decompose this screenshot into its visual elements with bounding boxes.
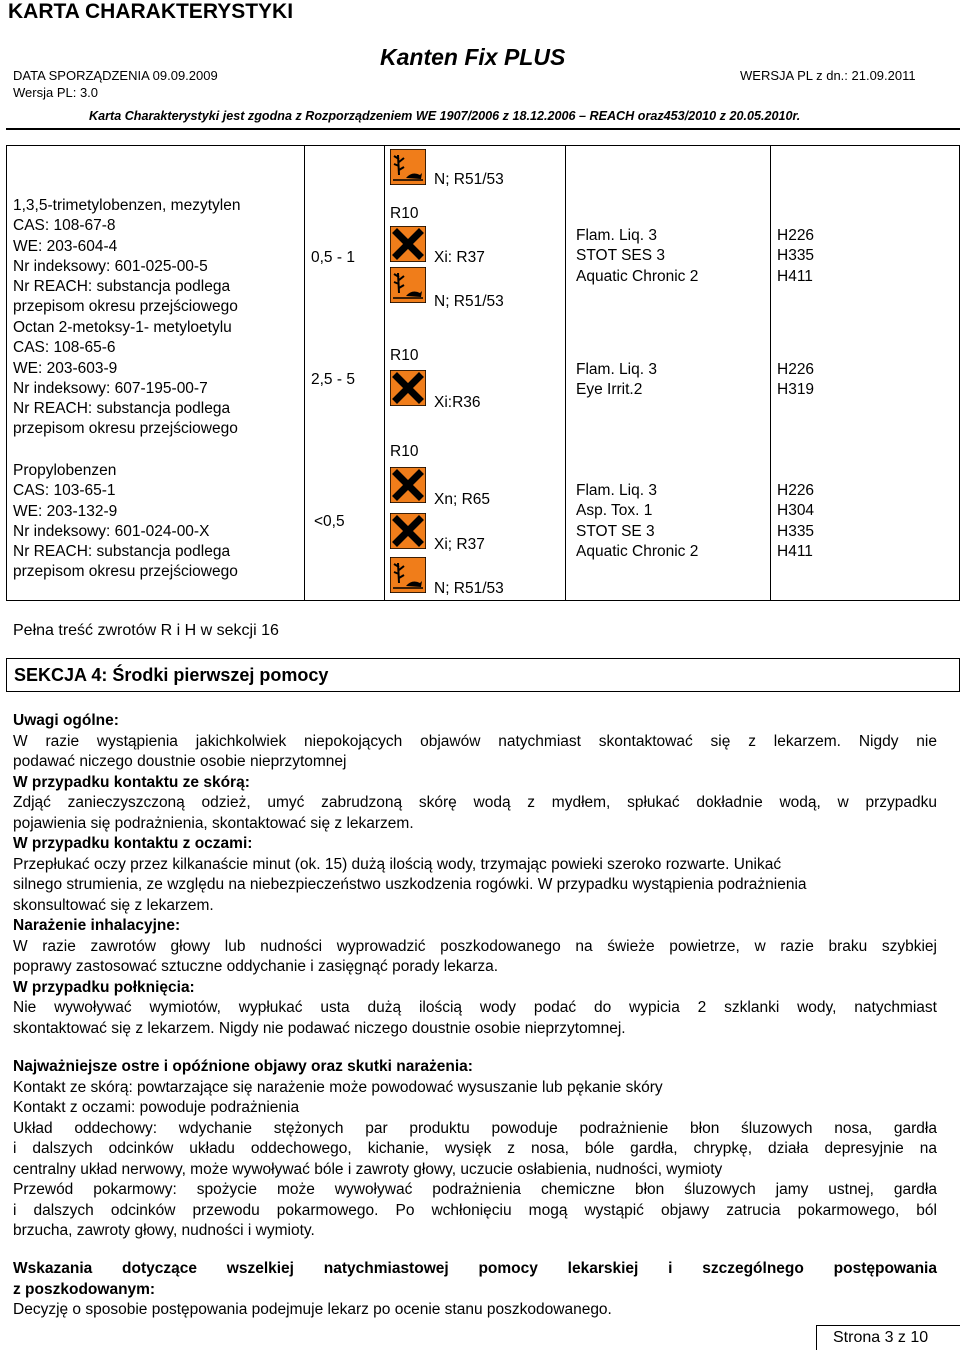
concentration-row-3: <0,5 [314, 513, 345, 530]
effects-text: Przewód pokarmowy: spożycie może wywoływać podrażnienia chemiczne błon śluzowych jamy ustnej, gardła [13, 1181, 937, 1198]
eyes-text: Przepłukać oczy przez kilkanaście minut (ok. 15) dużą ilością wody, trzymając powieki szeroko rozwarte. Unikać [13, 855, 782, 873]
class-label: Xn; R65 [434, 491, 491, 508]
inhalation-text: W razie zawrotów głowy lub nudności wyprowadzić poszkodowanego na świeże powietrze, w razie braku szybkiej [13, 937, 937, 955]
section-4-header [6, 658, 960, 692]
clp-class-row-2: Flam. Liq. 3 Eye Irrit.2 [576, 361, 657, 399]
component-name-row-2: Octan 2-metoksy-1- metyloetylu CAS: 108-65-6 WE: 203-603-9 Nr indeksowy: 607-195-00-7 Nr REACH: substancja podlega przepisom okresu przejściowego [13, 319, 238, 438]
h-statements-row-1: H226 H335 H411 [777, 227, 815, 285]
component-name-row-3: Propylobenzen CAS: 103-65-1 WE: 203-132-9 Nr indeksowy: 601-024-00-X Nr REACH: substancja podlega przepisom okresu przejściowego [13, 462, 238, 581]
general-text: W razie wystąpienia jakichkolwiek niepokojących objawów natychmiast skontaktować się z lekarzem. Nigdy nie [13, 732, 937, 750]
effects-text: Układ oddechowy: wdychanie stężonych par produktu powoduje podrażnienie błon śluzowych nosa, gardła [13, 1119, 937, 1137]
swallow-label: W przypadku połknięcia: [13, 978, 195, 996]
eyes-label: W przypadku kontaktu z oczami: [13, 835, 253, 852]
r10-label-row-1: R10 [390, 205, 419, 222]
effects-text: centralny układ nerwowy, może wywoływać bóle i zawroty głowy, uczucie osłabienia, nudności, wymioty [13, 1160, 723, 1178]
r10-label-row-3: R10 [390, 443, 419, 460]
column-divider [565, 146, 566, 600]
inhalation-label: Narażenie inhalacyjne: [13, 917, 181, 934]
column-divider [304, 146, 305, 600]
concentration-row-1: 0,5 - 1 [311, 249, 355, 266]
medical-label: z poszkodowanym: [13, 1280, 156, 1298]
medical-text: Decyzję o sposobie postępowania podejmuje lekarz po ocenie stanu poszkodowanego. [13, 1301, 612, 1318]
environment-hazard-icon [390, 557, 426, 593]
eyes-text: silnego strumienia, ze względu na niebezpieczeństwo uszkodzenia rogówki. W przypadku wystąpienia podrażnienia [13, 876, 807, 893]
product-name: Kanten Fix PLUS [380, 44, 566, 70]
clp-class-row-1: Flam. Liq. 3 STOT SES 3 Aquatic Chronic 2 [576, 227, 699, 285]
skin-text: Zdjąć zanieczyszczoną odzież, umyć zabrudzoną skórę wodą z mydłem, spłukać dokładnie wodą, w przypadku [13, 794, 937, 811]
effects-text: Kontakt ze skórą: powtarzające się narażenie może powodować wysuszanie lub pękanie skóry [13, 1078, 663, 1096]
section-4-title: SEKCJA 4: Środki pierwszej pomocy [14, 665, 329, 685]
component-name-row-1: 1,3,5-trimetylobenzen, mezytylen CAS: 108-67-8 WE: 203-604-4 Nr indeksowy: 601-025-00-5 Nr REACH: substancja podlega przepisom okresu przejściowego [13, 197, 241, 316]
irritant-x-icon [390, 370, 426, 406]
full-text-note: Pełna treść zwrotów R i H w sekcji 16 [13, 622, 279, 639]
harmful-x-icon [390, 467, 426, 503]
class-label: Xi; R37 [434, 536, 485, 553]
effects-text: Kontakt z oczami: powoduje podrażnienia [13, 1099, 300, 1116]
regulation-note: Karta Charakterystyki jest zgodna z Rozporządzeniem WE 1907/2006 z 18.12.2006 – REACH oraz453/2010 z 20.05.2010r. [89, 109, 801, 123]
general-text: podawać niczego doustnie osobie nieprzytomnej [13, 753, 347, 770]
page-number: Strona 3 z 10 [833, 1329, 929, 1346]
class-label: Xi:R36 [434, 394, 481, 411]
class-label: N; R51/53 [434, 293, 504, 310]
effects-label: Najważniejsze ostre i opóźnione objawy oraz skutki narażenia: [13, 1058, 473, 1075]
h-statements-row-2: H226 H319 [777, 361, 815, 399]
column-divider [770, 146, 771, 600]
effects-text: i dalszych odcinków przewodu pokarmowego. Po wchłonięciu mogą wystąpić objawy zatrucia pokarmowego, ból [13, 1201, 937, 1219]
doc-type-title: KARTA CHARAKTERYSTYKI [8, 0, 294, 23]
header-divider [6, 128, 960, 130]
environment-hazard-icon [390, 149, 426, 185]
swallow-text: skontaktować się z lekarzem. Nigdy nie podawać niczego doustnie osobie nieprzytomnej. [13, 1019, 626, 1037]
column-divider [384, 146, 385, 600]
first-aid-body [13, 711, 937, 1039]
skin-text: pojawienia się podrażnienia, skontaktować się z lekarzem. [13, 814, 414, 832]
class-label: N; R51/53 [434, 171, 504, 188]
clp-class-row-3: Flam. Liq. 3 Asp. Tox. 1 STOT SE 3 Aquatic Chronic 2 [576, 482, 699, 560]
version-number: Wersja PL: 3.0 [13, 85, 99, 100]
inhalation-text: poprawy zastosować sztuczne oddychanie i zasięgnąć porady lekarza. [13, 958, 499, 975]
page-number-box [816, 1325, 960, 1350]
concentration-row-2: 2,5 - 5 [311, 371, 355, 388]
version-date: WERSJA PL z dn.: 21.09.2011 [740, 68, 916, 83]
irritant-x-icon [390, 513, 426, 549]
date-prepared: DATA SPORZĄDZENIA 09.09.2009 [13, 68, 218, 83]
swallow-text: Nie wywoływać wymiotów, wypłukać usta dużą ilością wody podać do wypicia 2 szklanki wody, natychmiast [13, 999, 937, 1016]
skin-label: W przypadku kontaktu ze skórą: [13, 773, 250, 791]
general-label: Uwagi ogólne: [13, 712, 119, 729]
h-statements-row-3: H226 H304 H335 H411 [777, 482, 815, 560]
irritant-x-icon [390, 226, 426, 262]
environment-hazard-icon [390, 267, 426, 303]
r10-label-row-2: R10 [390, 347, 419, 364]
class-label: N; R51/53 [434, 580, 504, 597]
class-label: Xi: R37 [434, 249, 485, 266]
effects-text: i dalszych odcinków układu oddechowego, kichanie, wysięk z nosa, bóle gardła, chrypkę, działa depresyjnie na [13, 1140, 937, 1157]
symptoms-body [13, 1057, 937, 1242]
effects-text: brzucha, zawroty głowy, nudności i wymioty. [13, 1222, 315, 1239]
eyes-text: skonsultować się z lekarzem. [13, 896, 214, 914]
medical-label: Wskazania dotyczące wszelkiej natychmiastowej pomocy lekarskiej i szczególnego postępowania [13, 1260, 937, 1277]
medical-body [13, 1259, 937, 1321]
